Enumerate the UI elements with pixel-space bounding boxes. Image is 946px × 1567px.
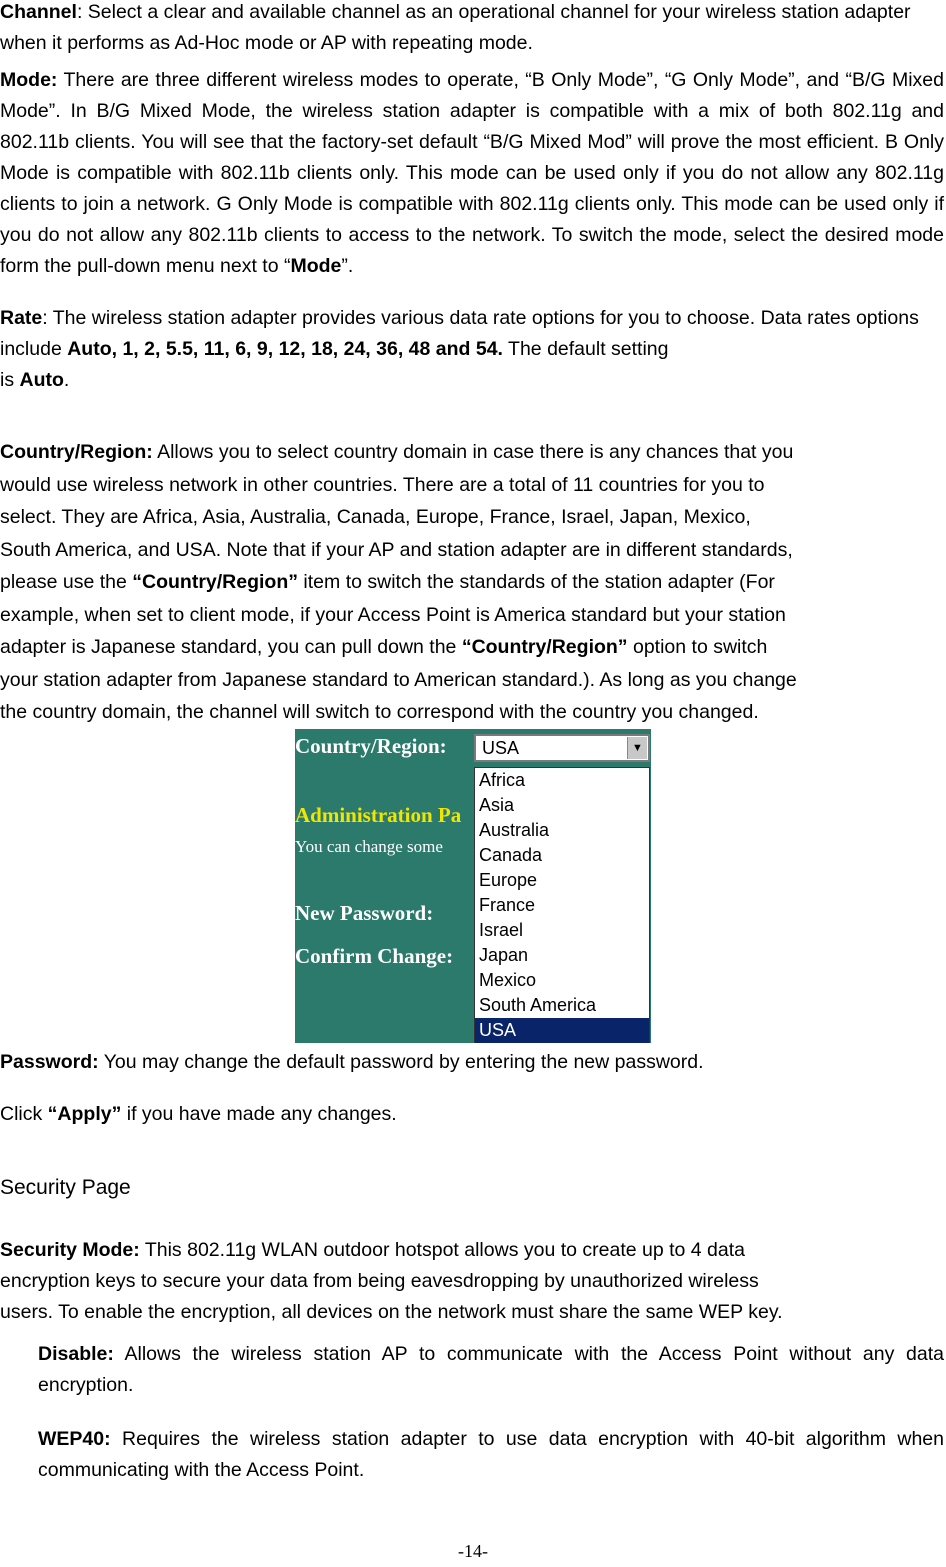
country-option[interactable]: Canada — [479, 845, 543, 865]
select-value: USA — [482, 738, 520, 758]
wep40-paragraph: WEP40: Requires the wireless station adapter to use data encryption with 40-bit algorithm when communicating with the Access Point. — [38, 1428, 944, 1481]
country-option[interactable]: USA — [475, 1018, 649, 1043]
channel-term: Channel — [0, 1, 77, 23]
country-option[interactable]: Mexico — [479, 970, 537, 990]
channel-paragraph: Channel: Select a clear and available channel as an operational channel for your wireless station adapter when it performs as Ad-Hoc mode or AP with repeating mode. — [0, 1, 911, 54]
country-region-label: Country/Region: — [295, 734, 447, 758]
country-option[interactable]: Japan — [479, 945, 529, 965]
administration-subtext: You can change some — [295, 837, 443, 856]
apply-term: “Apply” — [47, 1103, 122, 1125]
chevron-down-icon[interactable]: ▼ — [627, 737, 647, 759]
security-mode-term: Security Mode: — [0, 1239, 140, 1261]
country-option[interactable]: Israel — [479, 920, 524, 940]
administration-heading: Administration Pa — [295, 803, 462, 827]
country-option[interactable]: France — [479, 895, 536, 915]
rate-options: Auto, 1, 2, 5.5, 11, 6, 9, 12, 18, 24, 36, 48 and 54. — [67, 338, 503, 360]
mode-term: Mode: — [0, 69, 58, 91]
country-option[interactable]: Australia — [479, 820, 550, 840]
wep40-term: WEP40: — [38, 1428, 111, 1450]
country-option[interactable]: Europe — [479, 870, 538, 890]
password-paragraph: Password: You may change the default password by entering the new password. — [0, 1051, 704, 1073]
new-password-label: New Password: — [295, 901, 434, 925]
disable-term: Disable: — [38, 1343, 114, 1365]
country-option[interactable]: Asia — [479, 795, 515, 815]
rate-paragraph: Rate: The wireless station adapter provides various data rate options for you to choose. Data rates options include Auto, 1, 2, 5.5, 11, 6, 9, 12, 18, 24, 36, 48 and 54. The default setting is Auto. — [0, 307, 919, 391]
country-region-select[interactable] — [474, 734, 650, 762]
mode-paragraph: Mode: There are three different wireless modes to operate, “B Only Mode”, “G Only Mode”, and “B/G Mixed Mode”. In B/G Mixed Mode, the wireless station adapter is compatible with a mix of both 802.11g and 802.11b clients. You will see that the factory-set default “B/G Mixed Mod” will prove the most efficient. B Only Mode is compatible with 802.11b clients only. This mode can be used only if you do not allow any 802.11g clients to join a network. G Only Mode is compatible with 802.11g clients only. This mode can be used only if you do not allow any 802.11b clients to access to the network. To switch the mode, select the desired mode form the pull-down menu next to “Mode”. — [0, 69, 944, 277]
country-options-list[interactable] — [474, 767, 650, 1043]
security-mode-paragraph: Security Mode: This 802.11g WLAN outdoor hotspot allows you to create up to 4 data encryption keys to secure your data from being eavesdropping by unauthorized wireless users. To enable the encryption, all devices on the network must share the same WEP key. — [0, 1239, 783, 1323]
country-option[interactable]: South America — [479, 995, 597, 1015]
password-term: Password: — [0, 1051, 99, 1073]
disable-paragraph: Disable: Allows the wireless station AP to communicate with the Access Point without any data encryption. — [38, 1343, 944, 1396]
country-paragraph: Country/Region: Allows you to select country domain in case there is any chances that you would use wireless network in other countries. There are a total of 11 countries for you to select. They are Africa, Asia, Australia, Canada, Europe, France, Israel, Japan, Mexico, South America, and USA. Note that if your AP and station adapter are in different standards, please use the “Country/Region” item to switch the standards of the station adapter (For example, when set to client mode, if your Access Point is America standard but your station adapter is Japanese standard, you can pull down the “Country/Region” option to switch your station adapter from Japanese standard to American standard.). As long as you change the country domain, the channel will switch to correspond with the country you changed. — [0, 441, 797, 723]
country-term: Country/Region: — [0, 441, 153, 463]
apply-paragraph: Click “Apply” if you have made any changes. — [0, 1103, 397, 1125]
page-number: -14- — [458, 1541, 488, 1561]
confirm-change-label: Confirm Change: — [295, 944, 454, 968]
rate-term: Rate — [0, 307, 43, 329]
security-page-heading: Security Page — [0, 1176, 131, 1199]
country-option[interactable]: Africa — [479, 770, 526, 790]
